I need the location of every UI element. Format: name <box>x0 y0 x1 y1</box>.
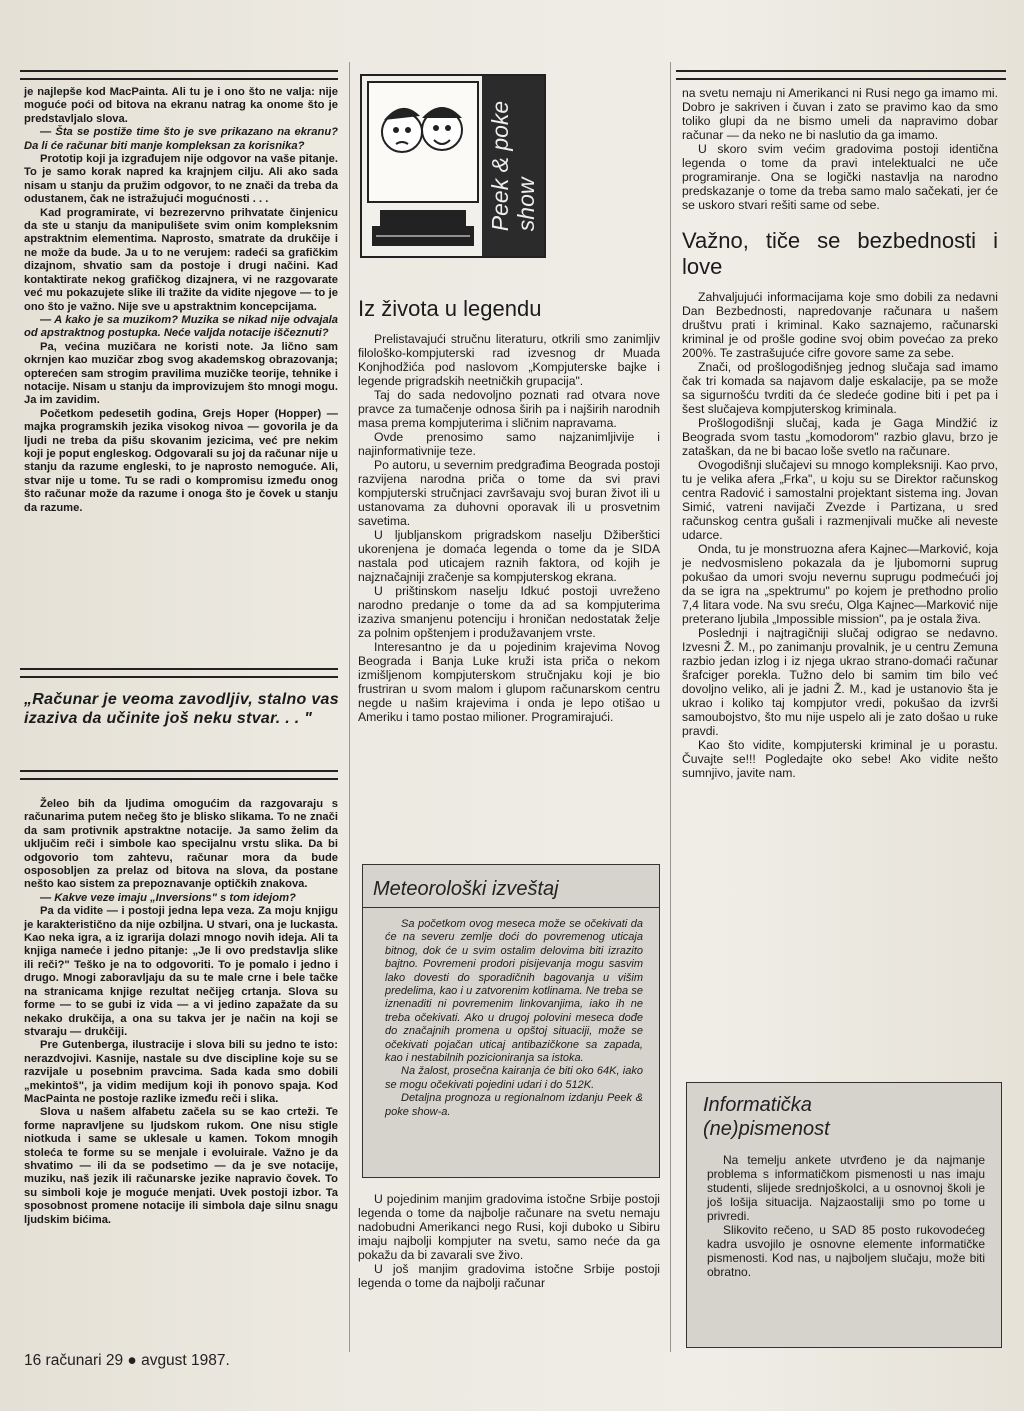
paragraph: Ovde prenosimo samo najzanimljivije i najinformativnije teze. <box>358 430 660 458</box>
logo-title: Peek & poke show <box>487 100 540 232</box>
paragraph: Interesantno je da u pojedinim krajevima Novog Beograda i Banja Luke kruži ista priča o nekom izmišljenom kompjuterskom stručnjaku koji je bio frustriran u svom malom i glupom računarskom centru negde u našim krajevima i onda je lepo otišao u Ameriku i tamo postao milioner. Programirajući. <box>358 640 660 724</box>
cartoon-faces-icon <box>362 76 484 256</box>
paragraph: Pa da vidite — i postoji jedna lepa veza. Za moju knjigu je karakteristično da nije ozbiljna. U stvari, ona je luckasta. Kao neka igra, a iz igrarija dolazi mnogo novih ideja. Ali ta knjiga nameće i jedno pitanje: „Je li ovo predstavlja slike ili reči?" Teško je na to odgovoriti. To je pomalo i jedno i drugo. Mnogi zaboravljaju da su te male crne i bele tačke na stranicama knjige rezultat nečijeg crtanja. Slova su forme — to se gubi iz vida — a vi jedino zapažate da su nekako drukčija, a ona su takva jer je način na koji se stvaraju — drukčiji. <box>24 905 338 1038</box>
article-title: Iz života u legendu <box>358 296 542 321</box>
legend-article <box>358 296 660 724</box>
paragraph: Po autoru, u severnim predgrađima Beograda postoji razvijena narodna priča o tome da svi pravi kompjuterski stručnjaci završavaju svoj buran život ili u ustanovama za duhovni oporavak ili u prosvetnim savetima. <box>358 458 660 528</box>
paragraph: Kad programirate, vi bezrezervno prihvatate činjenicu da ste u stanju da manipulišete svim onim kompleksnim apstraktnim elementima. Naprosto, smatrate da drukčije i ne može da bude. Ja u to ne verujem: radeći sa grafičkim dizajnom, shvatio sam da postoje i drugi načini. Kad kontaktirate nekog grafičkog dizajnera, vi ne razgovarate već mu pokazujete slike ili tražite da vidite njegove — to je ono što je važno. Nije sve u apstraktnim koncepcijama. <box>24 206 338 313</box>
paragraph: Poslednji i najtragičniji slučaj odigrao se nedavno. Izvesni Ž. M., po zanimanju provalnik, je u centru Zemuna razbio jedan izlog i iz njega ukrao strano-domaći računar šrafciger porekla. Tužno delo bi samim tim bilo već dovoljno veliko, ali je jadni Ž. M., kad je ustanovio šta je ukrao i koliko taj kompjutor vredi, pokušao da izvrši samoubojstvo, što mu nije uspelo ali je zato došao u ruke pravdi. <box>682 626 998 738</box>
paragraph: Detaljna prognoza u regionalnom izdanju Peek & poke show-a. <box>385 1092 643 1118</box>
paragraph: Zahvaljujući informacijama koje smo dobili za nedavni Dan Bezbednosti, napredovanje računara u našem društvu prati i kriminal. Kako saznajemo, računarski kriminal je od prošle godine svoj obim povećao za preko 200%. Te zastrašujuće cifre govore same za sebe. <box>682 290 998 360</box>
paragraph: Taj do sada nedovoljno poznati rad otvara nove pravce za tumačenje odnosa širih pa i najširih narodnih masa prema kompjuterima i sličnim napravama. <box>358 388 660 430</box>
question: — Kakve veze imaju „Inversions" s tom idejom? <box>40 891 296 904</box>
literacy-box <box>686 1082 1002 1348</box>
paragraph: na svetu nemaju ni Amerikanci ni Rusi nego ga imamo mi. Dobro je sakriven i čuvan i zato se pravimo kao da smo toliko glupi da ne bismo umeli da napravimo dobar računar — da neko ne bi naslutio da ga imamo. <box>682 86 998 142</box>
paragraph: U ljubljanskom prigradskom naselju Džiberštici ukorenjena je domaća legenda o tome da je SIDA nastala pod uticajem raznih faktora, od kojih je najznačajniji zračenje sa kompjuterskog ekrana. <box>358 528 660 584</box>
peek-poke-logo-illustration <box>360 74 486 258</box>
paragraph: U pojedinim manjim gradovima istočne Srbije postoji legenda o tome da najbolje računare na svetu nemaju nadobudni Amerikanci nego Rusi, koji duboko u Sibiru imaju najbolji kompjuter na svetu, samo neće da ga pokažu da bi zavarali sve živo. <box>358 1192 660 1262</box>
paragraph: Slikovito rečeno, u SAD 85 posto rukovodećeg kadra usvojilo je osnovne elemente informatičke pismenosti. Kod nas, u najboljem slučaju, može biti obratno. <box>707 1223 985 1279</box>
paragraph: Želeo bih da ljudima omogućim da razgovaraju s računarima putem nečeg što je blisko slikama. To ne znači da sam protivnik apstraktne notacije. Ja samo želim da uključim reči i simbole kao specijalnu vrstu slika. Da bi odgovorio tom zahtevu, računar mora da bude osposobljen za prelaz od bitova na slova, da postane nešto kao sistem za prepoznavanje optičkih znakova. <box>24 798 338 891</box>
interview-column-continued <box>24 798 338 1227</box>
paragraph: Onda, tu je monstruozna afera Kajnec—Marković, koja je nedvosmisleno pokazala da je ljubomorni suprug pokušao da umori svoju nevernu suprugu podmećući joj da se igra na „spektrumu" po kojem je prethodno prolio 7,4 litara vode. Na svu sreću, Olga Kajnec—Marković nije preterano ljubila „Impossible mission", pa je ostala živa. <box>682 542 998 626</box>
article-title: Važno, tiče se bezbednosti i love <box>682 228 998 279</box>
paragraph: Prošlogodišnji slučaj, kada je Gaga Mindžić iz Beograda svom tastu „komodorom" razbio glavu, brzo je zataškan, da ne bi bacao loše svetlo na računare. <box>682 416 998 458</box>
box-text <box>363 908 659 1119</box>
paragraph: Početkom pedesetih godina, Grejs Hoper (Hopper) — majka programskih jezika visokog nivoa — govorila je da ljudi ne treba da pišu skovanim jezicima, već pre nekim koji je poput engleskog. Odgovarali su joj da računar nije u stanju da razume engleski, to je naprosto nemoguće. Ali, stvar nije u tome. Tu se radi o kompromisu između onog što računar može da razume i onoga što je čovek u stanju da razume. <box>24 407 338 514</box>
legend-article-continued <box>358 1192 660 1290</box>
weather-report-box <box>362 864 660 1178</box>
paragraph: Na žalost, prosečna kairanja će biti oko 64K, iako se mogu očekivati pojedini udari i do 512K. <box>385 1065 643 1091</box>
column-divider <box>349 62 350 1352</box>
page-footer: 16 računari 29 ● avgust 1987. <box>24 1352 230 1369</box>
paragraph: U skoro svim većim gradovima postoji identična legenda o tome da pravi intelektualci ne uče programiranje. Ona se logički nastavlja na narodno predskazanje o tome da treba samo malo sačekati, jer će se uskoro stvari rešiti same od sebe. <box>682 142 998 212</box>
pull-quote: „Računar je veoma zavodljiv, stalno vas izaziva da učinite još neku stvar. . . " <box>24 691 339 727</box>
box-title: Meteorološki izveštaj <box>363 865 659 908</box>
question: — A kako je sa muzikom? Muzika se nikad nije odvajala od apstraktnog postupka. Neće valjda notacije iščeznuti? <box>24 313 338 340</box>
paragraph: U prištinskom naselju Idkuć postoji uvreženo narodno predanje o tome da ad sa kompjuterima izaziva smanjenu potenciju i hroničan nedostatak želje za polnim opštenjem i produžavanjem vrste. <box>358 584 660 640</box>
paragraph: Pa, većina muzičara ne koristi note. Ja lično sam okrnjen kao muzičar zbog svog akademskog obrazovanja; opterećen sam strogim pravilima muzičke teorije, tehnike i notacije. Nisam u stanju da improvizujem što mnogi mogu. Ja im zavidim. <box>24 340 338 407</box>
paragraph: Znači, od prošlogodišnjeg jednog slučaja sad imamo čak tri komada sa najavom dalje eskalacije, pa se može sa sigurnošću tvrditi da će sledeće godine biti i pet pa i šest slučajeva kompjuterskog kriminala. <box>682 360 998 416</box>
pullquote-rule-bottom <box>20 770 338 780</box>
paragraph: Pre Gutenberga, ilustracije i slova bili su jedno te isto: nerazdvojivi. Kasnije, nastale su dve discipline koje su se razvijale u posebnim pravcima. Sada kada smo dobili „mekintoš", ja vidim medijum koji ih ponovo spaja. Kod MacPainta ne postoje razlike između reči i slika. <box>24 1039 338 1105</box>
paragraph: U još manjim gradovima istočne Srbije postoji legenda o tome da najbolji računar <box>358 1262 660 1290</box>
security-column <box>682 86 998 780</box>
column-divider <box>670 62 671 1352</box>
pullquote-rule-top <box>20 668 338 678</box>
paragraph: Prelistavajući stručnu literaturu, otkrili smo zanimljiv filološko-kompjuterski rad izvesnog dr Muada Konjhodžića pod naslovom „Kompjuterske bajke i legende prigradskih neetničkih grupacija". <box>358 332 660 388</box>
paragraph: Sa početkom ovog meseca može se očekivati da će na severu zemlje doći do povremenog uticaja bitnog, dok će u svim ostalim delovima biti izrazito bajtno. Povremeni prodori pisijevanja mogu sasvim lako dovesti do sporadičnih bagovanja u višim predelima, kao i u zatvorenim kotlinama. Ne treba se iznenaditi ni povremenim linkovanjima, iako ih ne treba očekivati. Ako u drugoj polovini meseca dođe do značajnih promena u opštoj situaciji, može se očekivati pojačan uticaj antibazičkone sa zapada, kao i nestabilnih pozicioniranja sa istoka. <box>385 918 643 1065</box>
logo-title-band <box>482 74 546 258</box>
top-rule-left <box>20 70 338 80</box>
box-text <box>687 1145 1001 1279</box>
top-rule-right <box>676 70 1006 80</box>
paragraph: Prototip koji ja izgrađujem nije odgovor na vaše pitanje. To je samo korak napred ka krajnjem cilju. Ali ako sada nisam u stanju da pružim odgovor, to ne znači da treba da odustanem, čak ne istražujući mogućnosti . . . <box>24 153 338 206</box>
paragraph: Ovogodišnji slučajevi su mnogo kompleksniji. Kao prvo, tu je velika afera „Frka", u koju su se Direktor računskog centra Radović i samostalni projektant sistema ing. Jovan Simić, vatreni navijači Zvezde i Partizana, u sred računskog centra gušali i razmenjivali mučke ali neveste udarce. <box>682 458 998 542</box>
paragraph: Na temelju ankete utvrđeno je da najmanje problema s informatičkom pismenosti u nas imaju studenti, slijede srednjoškolci, a u osnovnoj školi je još lošija situacija. Najzaostaliji smo po tome u privredi. <box>707 1153 985 1223</box>
box-title: Informatička (ne)pismenost <box>703 1094 830 1140</box>
interview-column <box>24 86 338 515</box>
paragraph: je najlepše kod MacPainta. Ali tu je i ono što ne valja: nije moguće poći od bitova na ekranu natrag ka onome što je predstavljalo slova. <box>24 86 338 125</box>
paragraph: Kao što vidite, kompjuterski kriminal je u porastu. Čuvajte se!!! Pogledajte oko sebe! Ako vidite nešto sumnjivo, javite nam. <box>682 738 998 780</box>
question: — Šta se postiže time što je sve prikazano na ekranu? Da li će računar biti manje kompleksan za korisnika? <box>24 126 338 152</box>
paragraph: Slova u našem alfabetu začela su se kao crteži. Te forme napravljene su ljudskom rukom. One nisu stigle niotkuda i same se uklesale u kamen. Tokom mnogih stoleća te forme su se menjale i evoluirale. Važno je da shvatimo — ili da se podsetimo — da je sve notacije, muziku, naš jezik ili računarske jezike napravio čovek. To su simboli koje je moguće menjati. Uvek postoji izbor. Ta sposobnost promene notacije ili simbola daje silnu snagu ljudskim bićima. <box>24 1106 338 1226</box>
